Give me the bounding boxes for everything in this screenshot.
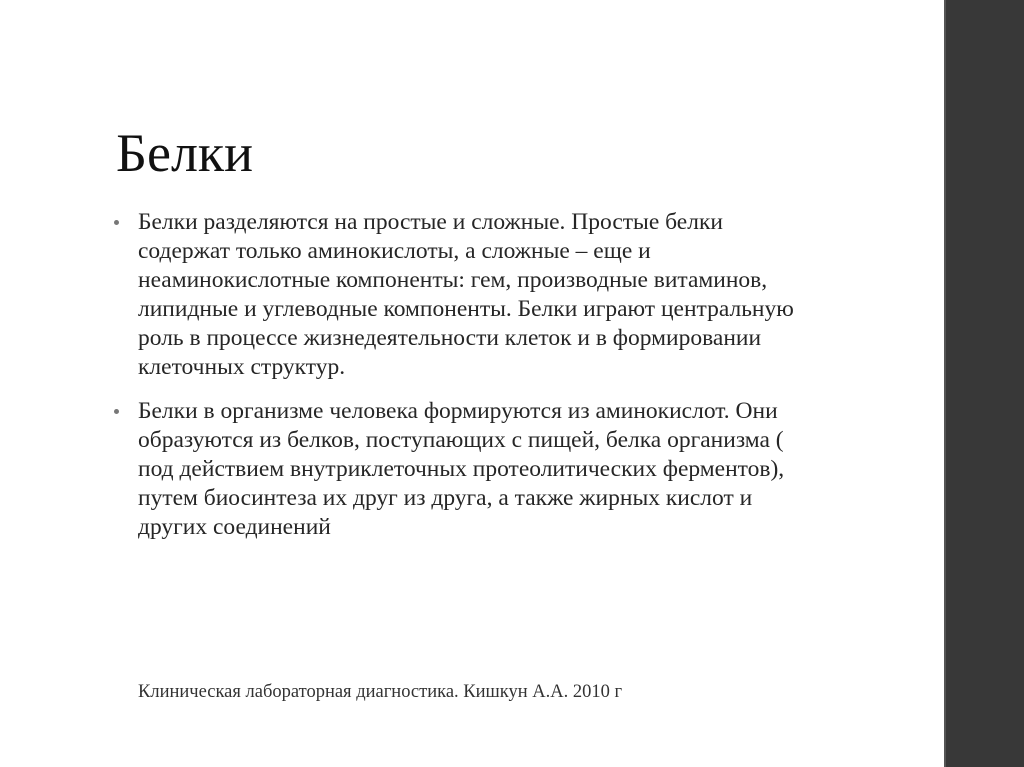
source-citation: Клиническая лабораторная диагностика. Кишкун А.А. 2010 г (138, 682, 623, 702)
decorative-side-bar (944, 0, 1024, 767)
bullet-item (114, 397, 804, 542)
bullet-dot-icon (114, 409, 119, 414)
bullet-dot-icon (114, 220, 119, 225)
bullet-list (114, 208, 804, 542)
bullet-text: Белки в организме человека формируются из аминокислот. Они образуются из белков, поступающих с пищей, белка организма ( под действием внутриклеточных протеолитических ферментов), путем биосинтеза их друг из друга, а также жирных кислот и других соединений (138, 398, 785, 540)
bullet-item (114, 208, 804, 382)
slide-title: Белки (116, 123, 254, 183)
bullet-text: Белки разделяются на простые и сложные. Простые белки содержат только аминокислоты, а сложные – еще и неаминокислотные компоненты: гем, производные витаминов, липидные и углеводные компоненты. Белки играют центральную роль в процессе жизнедеятельности клеток и в формировании клеточных структур. (138, 209, 794, 380)
